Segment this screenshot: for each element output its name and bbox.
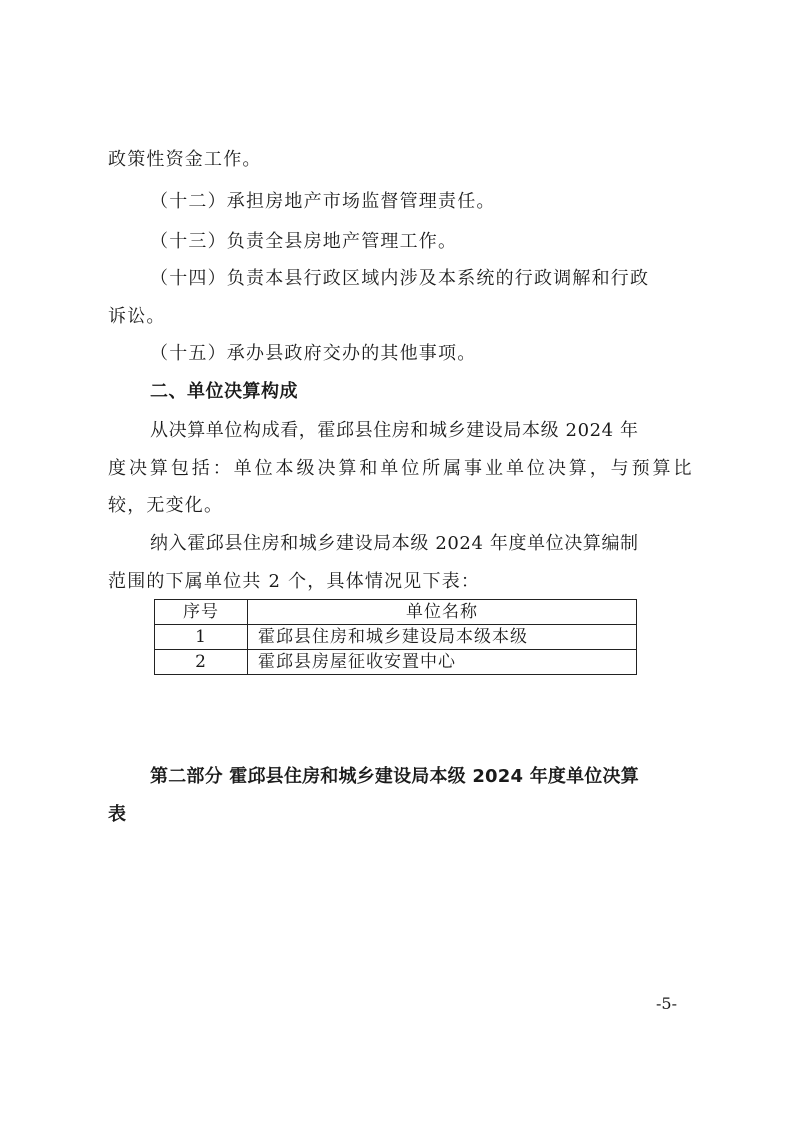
row-seq-no: 1 bbox=[155, 625, 248, 650]
paragraph-continuation: 政策性资金工作。 bbox=[108, 149, 262, 170]
paragraph-item-14-line1: （十四）负责本县行政区域内涉及本系统的行政调解和行政 bbox=[150, 268, 650, 289]
table-row bbox=[155, 625, 637, 650]
row-unit-name: 霍邱县住房和城乡建设局本级本级 bbox=[248, 625, 637, 650]
section-para1-line2: 度决算包括：单位本级决算和单位所属事业单位决算，与预算比 bbox=[108, 458, 692, 479]
table-header-row bbox=[155, 600, 637, 625]
header-unit-name: 单位名称 bbox=[248, 600, 637, 625]
page-number: -5- bbox=[656, 994, 677, 1013]
table-row bbox=[155, 650, 637, 675]
section-para1-line1: 从决算单位构成看，霍邱县住房和城乡建设局本级 2024 年 bbox=[150, 420, 639, 441]
section-heading: 二、单位决算构成 bbox=[150, 381, 298, 402]
paragraph-item-14-line2: 诉讼。 bbox=[108, 306, 166, 327]
section-para2-line2: 范围的下属单位共 2 个，具体情况见下表： bbox=[108, 571, 481, 592]
part-two-title-line1: 第二部分 霍邱县住房和城乡建设局本级 2024 年度单位决算 bbox=[150, 766, 639, 787]
paragraph-item-12: （十二）承担房地产市场监督管理责任。 bbox=[150, 191, 496, 212]
paragraph-item-15: （十五）承办县政府交办的其他事项。 bbox=[150, 343, 477, 364]
part-two-title-line2: 表 bbox=[108, 804, 126, 825]
row-seq-no: 2 bbox=[155, 650, 248, 675]
header-seq-no: 序号 bbox=[155, 600, 248, 625]
section-para1-line3: 较，无变化。 bbox=[108, 495, 224, 516]
row-unit-name: 霍邱县房屋征收安置中心 bbox=[248, 650, 637, 675]
section-para2-line1: 纳入霍邱县住房和城乡建设局本级 2024 年度单位决算编制 bbox=[150, 533, 639, 554]
subordinate-units-table bbox=[154, 599, 637, 675]
paragraph-item-13: （十三）负责全县房地产管理工作。 bbox=[150, 231, 458, 252]
